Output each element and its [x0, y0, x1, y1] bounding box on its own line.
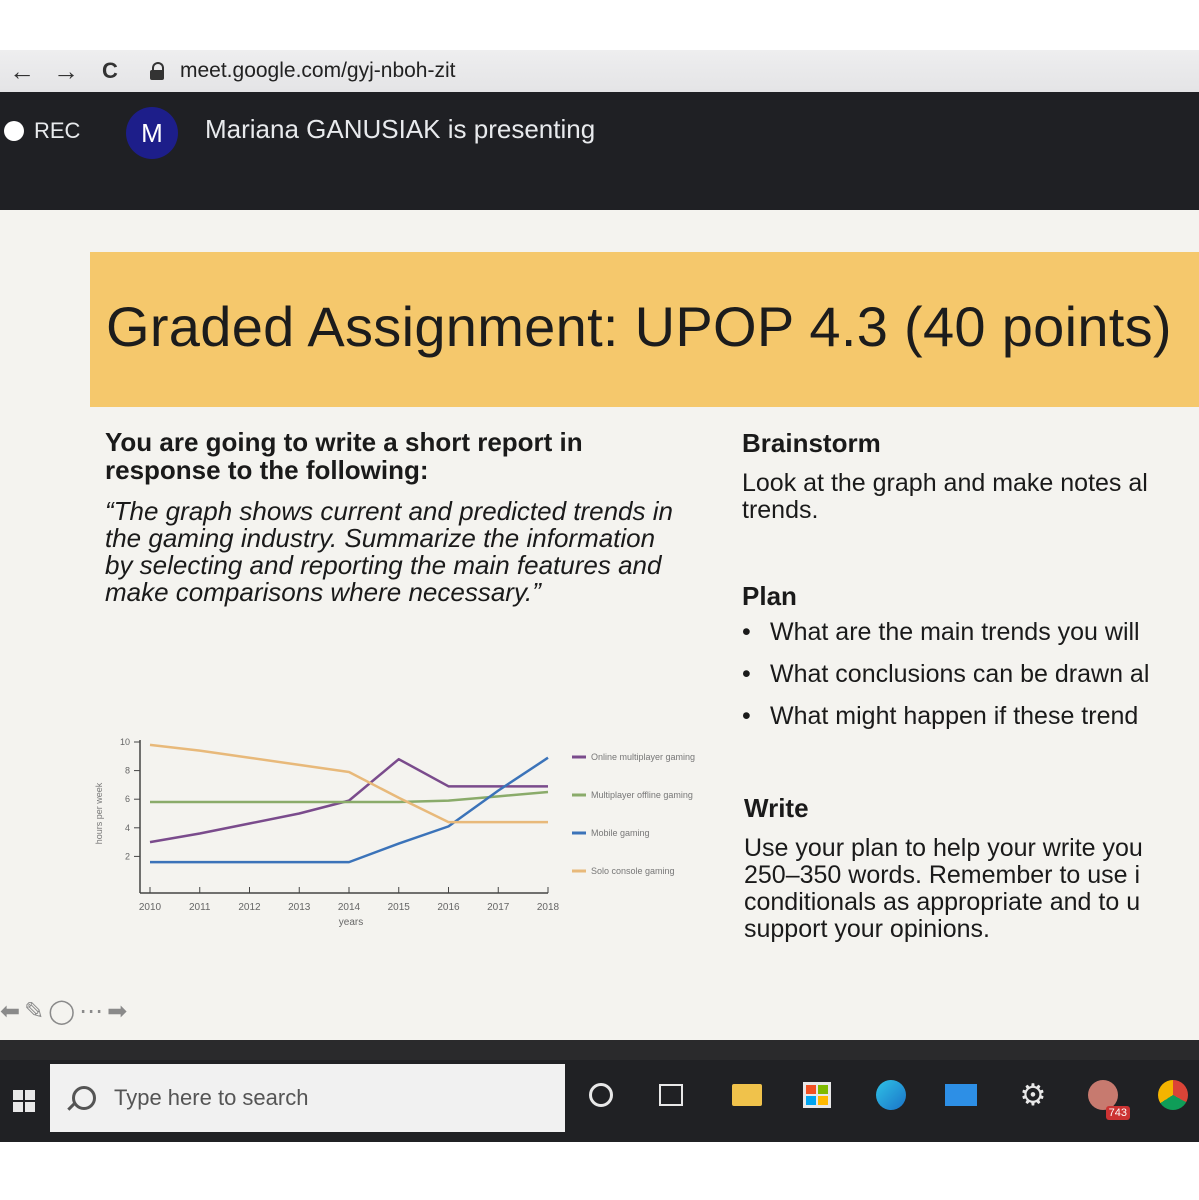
task-view-icon[interactable]	[650, 1074, 692, 1116]
write-heading: Write	[744, 793, 809, 823]
photo-border-top	[0, 0, 1199, 50]
store-icon[interactable]	[796, 1074, 838, 1116]
edge-icon[interactable]	[870, 1074, 912, 1116]
plan-item-text: What might happen if these trend	[770, 702, 1139, 730]
notification-badge: 743	[1106, 1106, 1130, 1120]
windows-icon	[13, 1090, 35, 1112]
presenting-label: Mariana GANUSIAK is presenting	[205, 114, 596, 144]
x-tick-label: 2015	[387, 902, 410, 913]
telegram-icon[interactable]	[1082, 1074, 1127, 1119]
chrome-icon[interactable]	[1152, 1074, 1194, 1116]
legend-label: Mobile gaming	[591, 828, 650, 838]
brainstorm-line-1: Look at the graph and make notes al	[742, 470, 1148, 497]
windows-taskbar	[0, 1060, 1199, 1142]
x-tick-label: 2014	[337, 902, 361, 913]
url-text[interactable]: meet.google.com/gyj-nboh-zit	[180, 59, 456, 82]
meet-presenter-bar	[0, 92, 1199, 210]
y-axis-label: hours per week	[94, 782, 104, 845]
plan-item	[742, 702, 1199, 744]
legend-label: Multiplayer offline gaming	[591, 790, 693, 800]
plan-item-text: What are the main trends you will	[770, 618, 1140, 646]
arrow-right-icon[interactable]: ➡	[107, 998, 128, 1025]
slide-tools	[0, 997, 131, 1026]
screen-bezel	[0, 1040, 1199, 1060]
title-banner	[90, 252, 1199, 407]
x-tick-label: 2012	[238, 902, 261, 913]
avatar[interactable]: M	[126, 107, 178, 159]
browser-toolbar	[0, 50, 1199, 92]
plan-item	[742, 660, 1199, 702]
prompt-quote: “The graph shows current and predicted trends in the gaming industry. Summarize the information by selecting and reporting the main features and make comparisons where necessary.”	[105, 496, 673, 607]
photo-border-bottom	[0, 1142, 1199, 1200]
prompt-heading: You are going to write a short report in response to the following:	[105, 427, 583, 485]
x-axis-label: years	[338, 917, 364, 928]
record-dot-icon	[4, 121, 24, 141]
plan-list	[742, 618, 1199, 744]
search-icon	[72, 1086, 96, 1110]
brainstorm-heading: Brainstorm	[742, 428, 881, 458]
forward-icon[interactable]: →	[53, 55, 79, 86]
lock-icon	[150, 62, 164, 80]
y-tick-label: 2	[124, 851, 130, 862]
plan-item	[742, 618, 1199, 660]
start-button[interactable]	[0, 1060, 48, 1142]
address-bar[interactable]	[150, 59, 455, 83]
write-line-2: 250–350 words. Remember to use i	[744, 862, 1141, 889]
cortana-icon[interactable]	[580, 1074, 622, 1116]
plan-item-text: What conclusions can be drawn al	[770, 660, 1150, 688]
reload-icon[interactable]: C	[102, 58, 118, 83]
plan-heading: Plan	[742, 581, 797, 611]
bullet-icon: •	[742, 702, 751, 730]
file-explorer-icon[interactable]	[726, 1074, 768, 1116]
settings-gear-icon[interactable]: ⚙	[1019, 1078, 1047, 1112]
arrow-left-icon[interactable]: ⬅	[0, 998, 21, 1025]
series-line	[150, 745, 548, 822]
slide-title: Graded Assignment: UPOP 4.3 (40 points)	[106, 295, 1172, 358]
shared-slide	[0, 210, 1199, 1040]
legend-label: Online multiplayer gaming	[591, 752, 696, 762]
search-placeholder[interactable]: Type here to search	[114, 1085, 309, 1110]
y-tick-label: 10	[119, 737, 130, 747]
y-tick-label: 8	[124, 765, 130, 776]
legend-label: Solo console gaming	[591, 866, 675, 876]
gaming-trends-chart	[88, 730, 708, 955]
x-tick-label: 2013	[288, 902, 311, 913]
recording-indicator	[4, 118, 80, 144]
back-icon[interactable]: ←	[9, 55, 35, 86]
x-tick-label: 2018	[536, 902, 560, 913]
x-tick-label: 2017	[487, 902, 510, 913]
brainstorm-line-2: trends.	[742, 497, 819, 524]
x-tick-label: 2011	[188, 902, 211, 913]
bullet-icon: •	[742, 618, 751, 646]
bullet-icon: •	[742, 660, 751, 688]
x-tick-label: 2010	[138, 902, 162, 913]
mail-icon[interactable]	[940, 1074, 982, 1116]
write-line-1: Use your plan to help your write you	[744, 835, 1143, 862]
write-line-4: support your opinions.	[744, 916, 990, 943]
y-tick-label: 6	[124, 794, 130, 805]
x-tick-label: 2016	[437, 902, 460, 913]
y-tick-label: 4	[124, 822, 130, 833]
taskbar-search[interactable]	[50, 1064, 565, 1132]
write-line-3: conditionals as appropriate and to u	[744, 889, 1141, 916]
circle-icon[interactable]: ◯	[48, 998, 76, 1025]
more-icon[interactable]: ⋯	[79, 998, 104, 1025]
pen-icon[interactable]: ✎	[24, 998, 45, 1025]
rec-label: REC	[34, 118, 81, 143]
